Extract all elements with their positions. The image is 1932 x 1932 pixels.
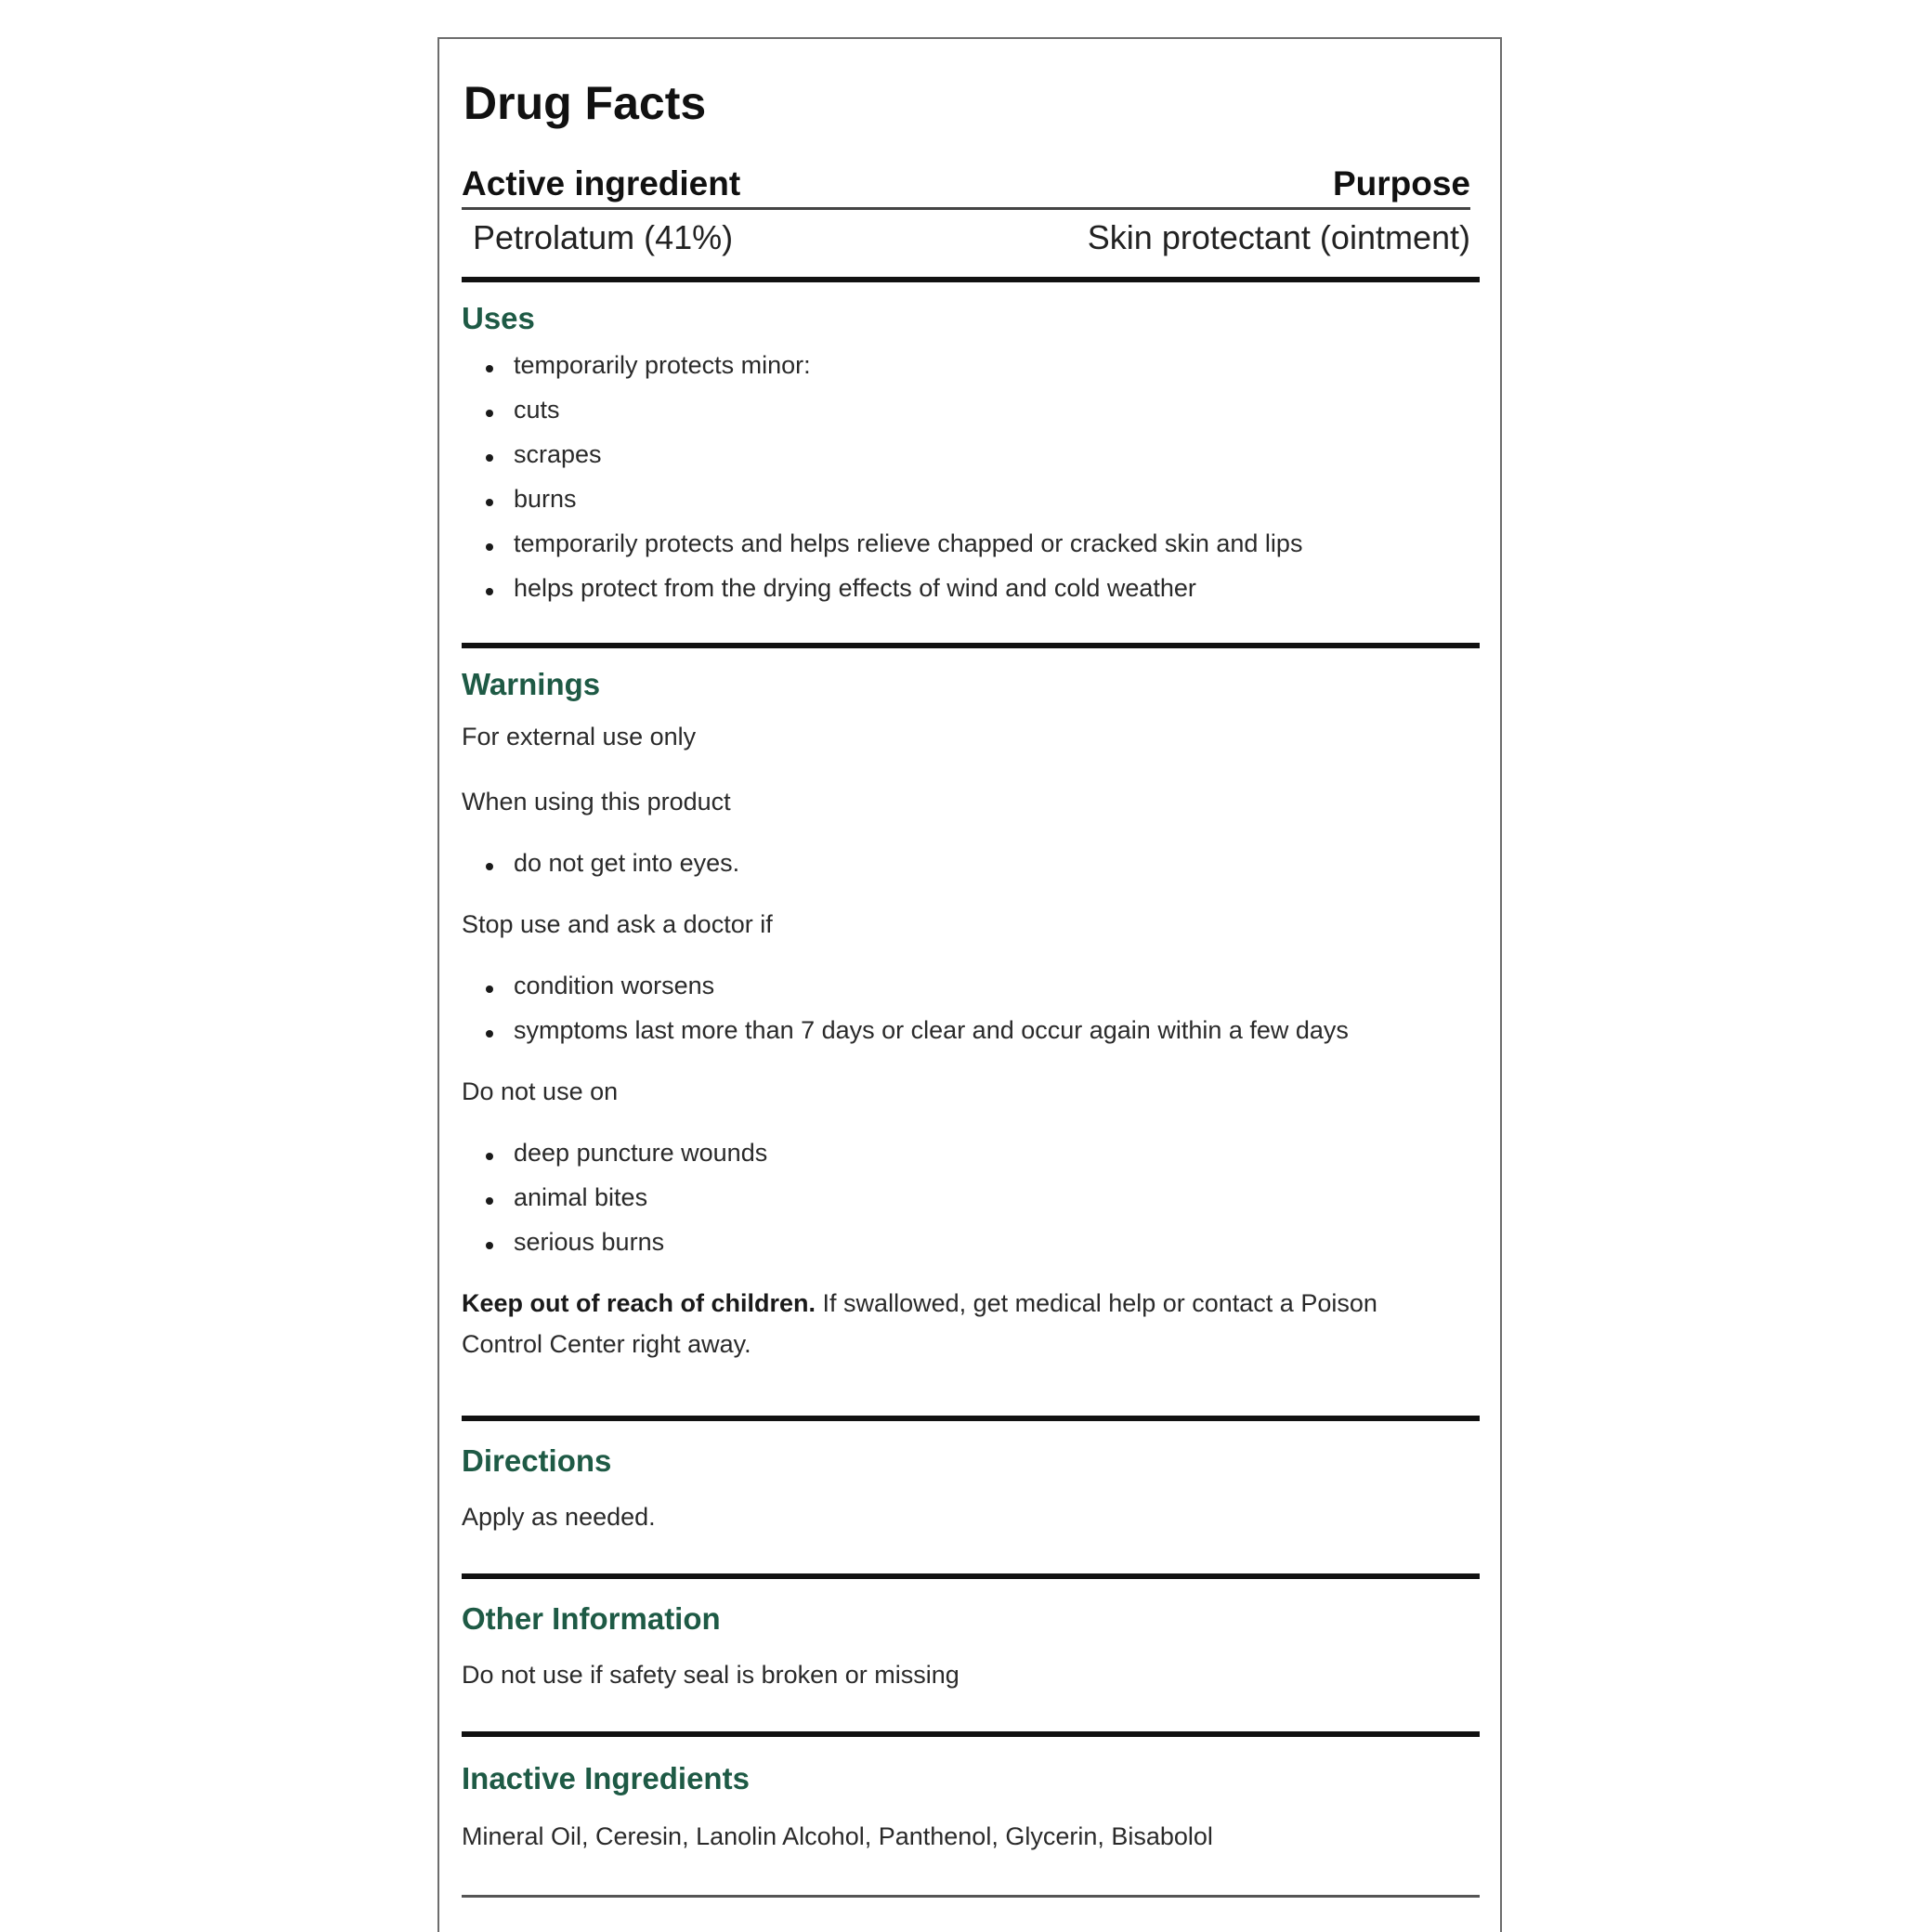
other-information-heading: Other Information: [462, 1601, 721, 1636]
active-ingredient-header: Active ingredient: [462, 164, 741, 202]
uses-heading: Uses: [462, 301, 535, 335]
active-ingredient-table: [462, 164, 1470, 256]
page-title: Drug Facts: [463, 77, 707, 129]
drug-facts-content: Drug Facts Active ingredient Purpose Petrolatum (41%) Skin protectant (ointment) Uses temporarily protects minor: cuts scrapes burns temporarily protects and helps relieve chapped or cracked skin and lips helps protect from the drying effects of wind and cold weather Warnings For external use only When using this product do not get into eyes. Stop use and ask a doctor if condition worsens symptoms last more than 7 days or clear and occur again within a few days Do not use on deep puncture wounds animal bites serious burns Keep out of reach of children. If swallowed, get medical help or contact a Poison Control Center right away. Directions Apply as needed. Other Information Do not use if safety seal is broken or missing Inactive Ingredients Mineral Oil, Ceresin, Lanolin Alcohol, Panthenol, Glycerin, Bisabolol: [462, 39, 1480, 1932]
bullet-icon: [486, 410, 493, 417]
keep-out-bold: Keep out of reach of children.: [462, 1289, 816, 1317]
external-use-text: For external use only: [462, 723, 697, 751]
bullet-icon: [486, 986, 493, 993]
purpose-header: Purpose: [1332, 164, 1470, 202]
section-divider: [462, 1573, 1480, 1579]
active-ingredient-header-row: [462, 164, 1470, 210]
section-divider: [462, 643, 1480, 648]
do-not-use-text: Do not use on: [462, 1077, 619, 1105]
stop-use-text: Stop use and ask a doctor if: [462, 910, 773, 938]
section-divider: [462, 1895, 1480, 1898]
bullet-icon: [486, 499, 493, 506]
section-divider: [462, 1731, 1480, 1737]
section-divider: [462, 1416, 1480, 1421]
keep-out-rest-line2: Control Center right away.: [462, 1330, 751, 1358]
inactive-ingredients-text: Mineral Oil, Ceresin, Lanolin Alcohol, Panthenol, Glycerin, Bisabolol: [462, 1822, 1213, 1850]
inactive-ingredients-heading: Inactive Ingredients: [462, 1761, 750, 1795]
bullet-icon: [486, 1030, 493, 1038]
keep-out-of-reach-text: [462, 1289, 1377, 1318]
keep-out-rest-line1: If swallowed, get medical help or contact a Poison: [816, 1289, 1377, 1317]
directions-text: Apply as needed.: [462, 1503, 656, 1531]
bullet-icon: [486, 1242, 493, 1249]
bullet-icon: [486, 1153, 493, 1160]
when-using-text: When using this product: [462, 788, 731, 816]
bullet-icon: [486, 365, 493, 372]
bullet-icon: [486, 588, 493, 595]
warnings-heading: Warnings: [462, 667, 601, 701]
other-information-text: Do not use if safety seal is broken or missing: [462, 1661, 959, 1689]
bullet-icon: [486, 543, 493, 551]
bullet-icon: [486, 1197, 493, 1205]
directions-heading: Directions: [462, 1443, 612, 1478]
bullet-icon: [486, 454, 493, 462]
bullet-icon: [486, 863, 493, 870]
active-ingredient-value: Petrolatum (41%): [473, 218, 734, 256]
section-divider: [462, 277, 1480, 282]
drug-facts-panel: [437, 37, 1502, 1932]
purpose-value: Skin protectant (ointment): [1087, 218, 1470, 256]
